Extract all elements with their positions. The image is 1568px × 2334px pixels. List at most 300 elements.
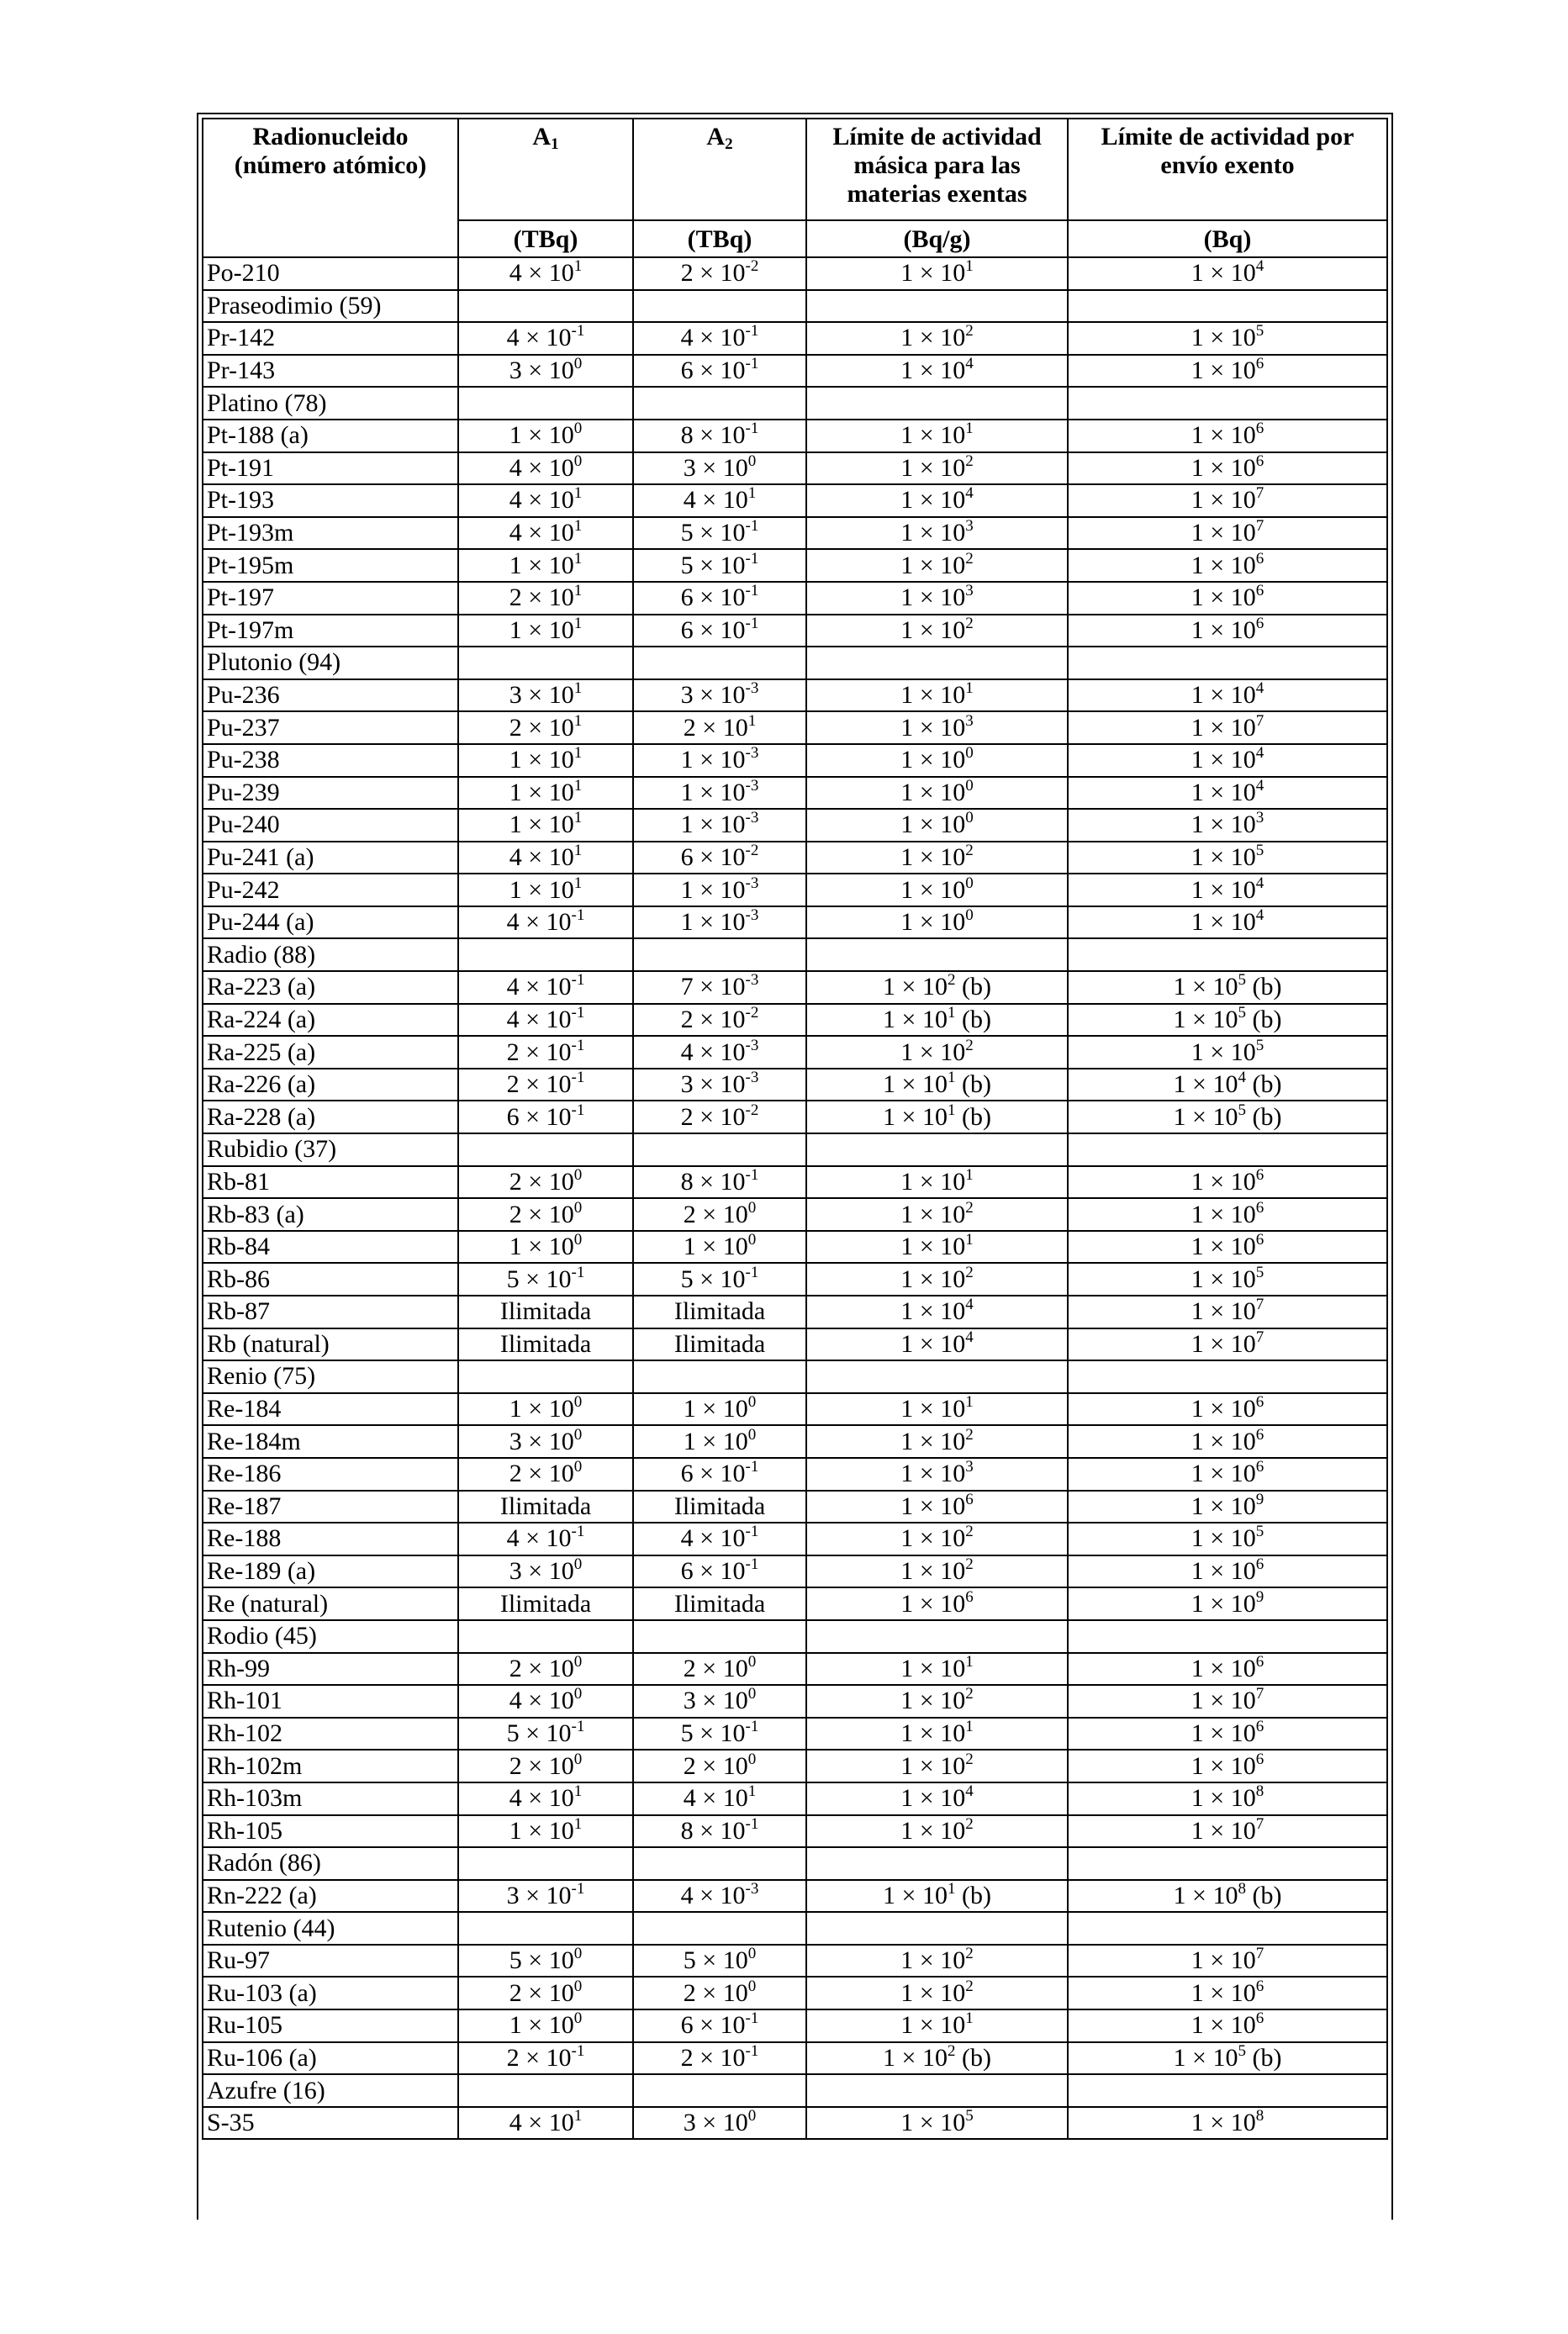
empty-cell — [806, 1360, 1068, 1393]
table-row — [203, 874, 1387, 906]
nuclide-cell: Rb-81 — [203, 1166, 458, 1199]
value-mantissa: 1 × 10 — [1191, 811, 1256, 839]
value-exponent: 0 — [573, 1425, 583, 1444]
value-mantissa: 3 × 10 — [680, 1070, 746, 1099]
value-exponent: 7 — [1255, 1814, 1264, 1833]
value-exponent: 6 — [1255, 1977, 1264, 1995]
a1-cell: Ilimitada — [458, 1328, 633, 1361]
mass-activity-limit-cell — [806, 1425, 1068, 1458]
value-mantissa: 1 × 10 — [1191, 1751, 1256, 1780]
value-mantissa: 1 × 10 — [900, 1297, 966, 1326]
value-note: (b) — [1245, 973, 1282, 1001]
value-mantissa: 1 × 10 — [1191, 1200, 1256, 1228]
empty-cell — [633, 1620, 806, 1653]
value-mantissa: 6 × 10 — [680, 584, 746, 612]
consignment-activity-limit-cell — [1068, 1036, 1387, 1069]
mass-activity-limit-cell — [806, 355, 1068, 388]
element-name-cell: Praseodimio (59) — [203, 290, 458, 323]
table-row — [203, 1750, 1387, 1782]
value-exponent: 1 — [965, 257, 974, 276]
consignment-activity-limit-cell — [1068, 679, 1387, 712]
value-exponent: 5 — [1255, 1036, 1264, 1054]
value-mantissa: 1 × 10 — [900, 2109, 966, 2137]
value-mantissa: 1 × 10 — [1173, 1881, 1238, 1909]
value-mantissa: 1 × 10 — [683, 1395, 748, 1423]
value-exponent: 7 — [1255, 484, 1264, 503]
value-mantissa: 2 × 10 — [509, 1167, 574, 1196]
value-exponent: 2 — [965, 322, 974, 341]
value-mantissa: 6 × 10 — [680, 1460, 746, 1488]
a2-cell — [633, 1977, 806, 2009]
a2-cell — [633, 1685, 806, 1718]
mass-activity-limit-cell — [806, 1263, 1068, 1296]
value-exponent: 6 — [1255, 1198, 1264, 1217]
header-a1-letter: A — [532, 123, 552, 150]
value-exponent: 1 — [965, 2009, 974, 2028]
value-mantissa: 1 × 10 — [1191, 842, 1256, 871]
value-mantissa: 1 × 10 — [1173, 2043, 1238, 2072]
a1-cell — [458, 1782, 633, 1815]
value-mantissa: 5 × 10 — [680, 1265, 746, 1293]
a2-cell — [633, 1523, 806, 1555]
value-mantissa: 1 × 10 — [883, 2043, 948, 2072]
value-mantissa: 3 × 10 — [509, 1427, 574, 1455]
nuclide-cell: Ru-103 (a) — [203, 1977, 458, 2009]
value-mantissa: 1 × 10 — [900, 1460, 966, 1488]
value-mantissa: 1 × 10 — [1191, 713, 1256, 742]
header-mass-activity-limit: Límite de actividad másica para las materias exentas — [806, 119, 1068, 220]
value-exponent: 5 — [1238, 1003, 1246, 1022]
value-exponent: 4 — [1238, 1069, 1246, 1087]
mass-activity-limit-cell — [806, 874, 1068, 906]
nuclide-cell: Ra-228 (a) — [203, 1101, 458, 1133]
nuclide-cell: Rb-84 — [203, 1231, 458, 1264]
value-exponent: 6 — [1255, 1718, 1264, 1736]
mass-activity-limit-cell — [806, 1523, 1068, 1555]
value-exponent: -1 — [745, 1555, 759, 1574]
a1-cell — [458, 1393, 633, 1426]
value-mantissa: 1 × 10 — [1191, 1167, 1256, 1196]
a1-cell — [458, 615, 633, 647]
value-mantissa: 4 × 10 — [509, 1687, 574, 1715]
a2-cell — [633, 1198, 806, 1231]
value-exponent: 6 — [1255, 1393, 1264, 1412]
value-mantissa: 3 × 10 — [506, 1881, 572, 1909]
value-exponent: -1 — [571, 971, 585, 990]
value-exponent: 6 — [1255, 549, 1264, 568]
value-exponent: -1 — [745, 1523, 759, 1541]
value-mantissa: 2 × 10 — [683, 1978, 748, 2007]
a2-cell — [633, 1036, 806, 1069]
value-exponent: 0 — [573, 1231, 583, 1249]
value-exponent: 2 — [965, 614, 974, 632]
value-mantissa: 1 × 10 — [680, 778, 746, 806]
table-row — [203, 322, 1387, 355]
empty-cell — [633, 938, 806, 971]
nuclide-cell: Pu-239 — [203, 777, 458, 810]
empty-cell — [458, 938, 633, 971]
value-mantissa: 4 × 10 — [683, 1784, 748, 1813]
value-mantissa: 2 × 10 — [509, 584, 574, 612]
value-mantissa: 1 × 10 — [509, 746, 574, 774]
value-mantissa: 1 × 10 — [900, 1329, 966, 1358]
nuclide-cell: S-35 — [203, 2107, 458, 2140]
table-row — [203, 842, 1387, 874]
nuclide-cell: Pu-244 (a) — [203, 906, 458, 939]
value-mantissa: 1 × 10 — [1191, 1978, 1256, 2007]
table-row — [203, 744, 1387, 777]
mass-activity-limit-cell — [806, 906, 1068, 939]
mass-activity-limit-cell — [806, 971, 1068, 1004]
value-exponent: -2 — [745, 1003, 759, 1022]
nuclide-cell: Rh-102m — [203, 1750, 458, 1782]
a2-cell — [633, 1880, 806, 1913]
value-mantissa: 1 × 10 — [900, 1719, 966, 1748]
value-exponent: 4 — [1255, 744, 1264, 763]
value-exponent: -1 — [745, 2009, 759, 2028]
value-exponent: -3 — [745, 1036, 759, 1054]
value-mantissa: 1 × 10 — [1173, 1005, 1238, 1033]
nuclide-cell: Pu-238 — [203, 744, 458, 777]
table-row — [203, 1036, 1387, 1069]
value-exponent: 7 — [1255, 517, 1264, 536]
table-body — [203, 257, 1387, 2139]
value-exponent: 0 — [747, 2107, 757, 2125]
value-exponent: -1 — [745, 322, 759, 341]
a1-cell — [458, 1166, 633, 1199]
value-mantissa: 8 × 10 — [680, 1167, 746, 1196]
value-exponent: -1 — [745, 549, 759, 568]
a1-cell: Ilimitada — [458, 1587, 633, 1620]
value-mantissa: 3 × 10 — [509, 1557, 574, 1586]
value-mantissa: 5 × 10 — [506, 1719, 572, 1748]
value-mantissa: 1 × 10 — [1191, 1784, 1256, 1813]
value-mantissa: 1 × 10 — [509, 421, 574, 450]
value-mantissa: 1 × 10 — [900, 1524, 966, 1553]
table-row — [203, 2009, 1387, 2042]
nuclide-cell: Rh-101 — [203, 1685, 458, 1718]
table-row — [203, 971, 1387, 1004]
empty-cell — [633, 1360, 806, 1393]
value-mantissa: 1 × 10 — [1191, 2011, 1256, 2040]
value-mantissa: 1 × 10 — [1191, 519, 1256, 547]
a2-cell — [633, 452, 806, 485]
value-exponent: 5 — [1255, 322, 1264, 341]
value-mantissa: 1 × 10 — [1191, 1524, 1256, 1553]
value-exponent: 4 — [965, 1328, 974, 1346]
empty-cell — [806, 938, 1068, 971]
value-exponent: 2 — [965, 1036, 974, 1054]
value-exponent: -1 — [745, 582, 759, 600]
value-exponent: -2 — [745, 257, 759, 276]
mass-activity-limit-cell — [806, 1328, 1068, 1361]
table-row — [203, 2042, 1387, 2075]
value-exponent: 1 — [965, 1165, 974, 1184]
consignment-activity-limit-cell — [1068, 842, 1387, 874]
value-mantissa: 1 × 10 — [1191, 746, 1256, 774]
mass-activity-limit-cell — [806, 1815, 1068, 1848]
mass-activity-limit-cell — [806, 842, 1068, 874]
a2-cell — [633, 582, 806, 615]
value-exponent: 6 — [1255, 420, 1264, 438]
value-exponent: 2 — [965, 1977, 974, 1995]
a2-cell — [633, 842, 806, 874]
consignment-activity-limit-cell — [1068, 744, 1387, 777]
value-exponent: 0 — [747, 1685, 757, 1703]
table-row — [203, 711, 1387, 744]
consignment-activity-limit-cell — [1068, 1718, 1387, 1750]
value-mantissa: 1 × 10 — [1191, 1816, 1256, 1845]
value-mantissa: 1 × 10 — [1173, 1070, 1238, 1099]
nuclide-cell: Ra-224 (a) — [203, 1004, 458, 1037]
value-mantissa: 1 × 10 — [509, 2011, 574, 2040]
table-row — [203, 1685, 1387, 1718]
empty-cell — [1068, 290, 1387, 323]
value-mantissa: 2 × 10 — [506, 1038, 572, 1066]
table-row — [203, 1166, 1387, 1199]
element-name-cell: Rubidio (37) — [203, 1133, 458, 1166]
mass-activity-limit-cell — [806, 1555, 1068, 1588]
a1-cell — [458, 1198, 633, 1231]
a1-cell — [458, 582, 633, 615]
table-row — [203, 1587, 1387, 1620]
value-mantissa: 4 × 10 — [509, 519, 574, 547]
a2-cell — [633, 1393, 806, 1426]
nuclide-cell: Rb-87 — [203, 1296, 458, 1328]
element-name-cell: Plutonio (94) — [203, 647, 458, 679]
element-group-row — [203, 2074, 1387, 2107]
nuclide-cell: Pt-195m — [203, 549, 458, 582]
table-row — [203, 1945, 1387, 1978]
nuclide-cell: Pr-143 — [203, 355, 458, 388]
mass-activity-limit-cell — [806, 711, 1068, 744]
a1-cell — [458, 549, 633, 582]
value-mantissa: 1 × 10 — [680, 746, 746, 774]
a1-cell — [458, 1523, 633, 1555]
value-mantissa: 6 × 10 — [506, 1102, 572, 1131]
value-exponent: -3 — [745, 809, 759, 827]
value-mantissa: 2 × 10 — [509, 1978, 574, 2007]
value-note: (b) — [955, 1070, 991, 1099]
mass-activity-limit-cell — [806, 679, 1068, 712]
value-mantissa: 2 × 10 — [509, 713, 574, 742]
value-exponent: 1 — [965, 1652, 974, 1671]
consignment-activity-limit-cell — [1068, 1198, 1387, 1231]
consignment-activity-limit-cell — [1068, 1750, 1387, 1782]
consignment-activity-limit-cell — [1068, 1653, 1387, 1686]
value-exponent: 6 — [965, 1490, 974, 1508]
value-exponent: 4 — [1255, 776, 1264, 795]
value-exponent: -1 — [745, 355, 759, 373]
empty-cell — [633, 1912, 806, 1945]
value-mantissa: 2 × 10 — [509, 1654, 574, 1682]
table-row — [203, 452, 1387, 485]
mass-activity-limit-cell — [806, 615, 1068, 647]
value-mantissa: 3 × 10 — [509, 681, 574, 710]
value-mantissa: 4 × 10 — [506, 908, 572, 937]
value-mantissa: 1 × 10 — [900, 1038, 966, 1066]
empty-cell — [458, 647, 633, 679]
consignment-activity-limit-cell — [1068, 809, 1387, 842]
value-exponent: -3 — [745, 971, 759, 990]
value-exponent: 0 — [965, 744, 974, 763]
value-mantissa: 1 × 10 — [1191, 551, 1256, 579]
value-exponent: 1 — [573, 874, 583, 892]
consignment-activity-limit-cell — [1068, 1945, 1387, 1978]
a2-cell: Ilimitada — [633, 1296, 806, 1328]
a1-cell — [458, 1718, 633, 1750]
value-exponent: -1 — [745, 517, 759, 536]
value-exponent: 4 — [1255, 679, 1264, 698]
value-mantissa: 1 × 10 — [900, 713, 966, 742]
value-exponent: 1 — [573, 257, 583, 276]
nuclide-cell: Rh-102 — [203, 1718, 458, 1750]
value-mantissa: 8 × 10 — [680, 1816, 746, 1845]
value-mantissa: 1 × 10 — [1191, 453, 1256, 482]
value-mantissa: 1 × 10 — [1191, 2109, 1256, 2137]
empty-cell — [806, 1620, 1068, 1653]
table-row — [203, 549, 1387, 582]
value-mantissa: 2 × 10 — [680, 1005, 746, 1033]
nuclide-cell: Ra-226 (a) — [203, 1069, 458, 1101]
value-exponent: -1 — [745, 614, 759, 632]
value-mantissa: 4 × 10 — [506, 1524, 572, 1553]
value-mantissa: 2 × 10 — [683, 1751, 748, 1780]
value-exponent: -3 — [745, 776, 759, 795]
value-exponent: 5 — [1238, 971, 1246, 990]
element-group-row — [203, 1620, 1387, 1653]
value-exponent: 9 — [1255, 1490, 1264, 1508]
value-mantissa: 1 × 10 — [900, 1589, 966, 1618]
element-group-row — [203, 290, 1387, 323]
value-exponent: -3 — [745, 679, 759, 698]
value-exponent: 2 — [947, 971, 956, 990]
element-name-cell: Renio (75) — [203, 1360, 458, 1393]
a1-cell — [458, 1231, 633, 1264]
empty-cell — [458, 1360, 633, 1393]
value-exponent: -2 — [745, 841, 759, 859]
a2-cell — [633, 1231, 806, 1264]
consignment-activity-limit-cell — [1068, 1263, 1387, 1296]
nuclide-cell: Pt-197m — [203, 615, 458, 647]
nuclide-cell: Re-184 — [203, 1393, 458, 1426]
value-exponent: 6 — [1255, 1458, 1264, 1476]
table-row — [203, 1393, 1387, 1426]
value-exponent: 1 — [573, 1782, 583, 1801]
consignment-activity-limit-cell — [1068, 1328, 1387, 1361]
value-mantissa: 2 × 10 — [509, 1460, 574, 1488]
value-note: (b) — [955, 2043, 991, 2072]
consignment-activity-limit-cell — [1068, 1166, 1387, 1199]
mass-activity-limit-cell — [806, 1880, 1068, 1913]
value-exponent: 1 — [947, 1879, 956, 1898]
value-exponent: -1 — [571, 1879, 585, 1898]
table-row — [203, 777, 1387, 810]
empty-cell — [1068, 647, 1387, 679]
table-row — [203, 484, 1387, 517]
table-row — [203, 1328, 1387, 1361]
value-mantissa: 6 × 10 — [680, 1557, 746, 1586]
value-mantissa: 1 × 10 — [883, 973, 948, 1001]
value-mantissa: 1 × 10 — [900, 1395, 966, 1423]
value-mantissa: 1 × 10 — [1191, 1460, 1256, 1488]
nuclide-cell: Re-186 — [203, 1458, 458, 1491]
a2-cell — [633, 1945, 806, 1978]
value-exponent: -3 — [745, 1879, 759, 1898]
value-exponent: 1 — [747, 484, 757, 503]
value-exponent: 1 — [965, 1393, 974, 1412]
value-mantissa: 1 × 10 — [900, 1654, 966, 1682]
consignment-activity-limit-cell — [1068, 2107, 1387, 2140]
value-exponent: -1 — [745, 1263, 759, 1281]
nuclide-cell: Rh-99 — [203, 1653, 458, 1686]
element-group-row — [203, 1912, 1387, 1945]
a2-cell — [633, 1815, 806, 1848]
a1-cell: Ilimitada — [458, 1296, 633, 1328]
value-exponent: 8 — [1255, 1782, 1264, 1801]
value-exponent: 1 — [573, 484, 583, 503]
a1-cell — [458, 1653, 633, 1686]
nuclide-cell: Pt-197 — [203, 582, 458, 615]
a1-cell — [458, 1101, 633, 1133]
value-exponent: 6 — [1255, 1165, 1264, 1184]
consignment-activity-limit-cell — [1068, 1523, 1387, 1555]
empty-cell — [633, 290, 806, 323]
consignment-activity-limit-cell — [1068, 906, 1387, 939]
value-exponent: 0 — [747, 1652, 757, 1671]
units-row — [203, 220, 1387, 257]
element-name-cell: Azufre (16) — [203, 2074, 458, 2107]
units-mass-activity: (Bq/g) — [806, 220, 1068, 257]
consignment-activity-limit-cell — [1068, 777, 1387, 810]
value-mantissa: 1 × 10 — [900, 811, 966, 839]
value-exponent: -1 — [571, 1523, 585, 1541]
value-mantissa: 7 × 10 — [680, 973, 746, 1001]
value-exponent: 7 — [1255, 1945, 1264, 1963]
value-mantissa: 4 × 10 — [509, 2109, 574, 2137]
value-mantissa: 2 × 10 — [683, 1654, 748, 1682]
value-mantissa: 1 × 10 — [900, 1427, 966, 1455]
consignment-activity-limit-cell — [1068, 874, 1387, 906]
value-exponent: 5 — [1255, 1263, 1264, 1281]
value-exponent: 1 — [965, 679, 974, 698]
mass-activity-limit-cell — [806, 322, 1068, 355]
a2-cell — [633, 1069, 806, 1101]
consignment-activity-limit-cell — [1068, 2009, 1387, 2042]
value-exponent: -1 — [745, 1165, 759, 1184]
a1-cell — [458, 809, 633, 842]
a2-cell — [633, 517, 806, 550]
a2-cell — [633, 1555, 806, 1588]
value-exponent: 0 — [747, 1231, 757, 1249]
a1-cell — [458, 679, 633, 712]
value-mantissa: 4 × 10 — [509, 842, 574, 871]
value-mantissa: 4 × 10 — [680, 1524, 746, 1553]
value-mantissa: 1 × 10 — [1191, 1297, 1256, 1326]
value-exponent: 0 — [747, 1945, 757, 1963]
mass-activity-limit-cell — [806, 1750, 1068, 1782]
value-exponent: -1 — [571, 1003, 585, 1022]
value-exponent: 6 — [1255, 451, 1264, 470]
value-exponent: 1 — [573, 549, 583, 568]
header-a2-letter: A — [706, 123, 726, 150]
value-mantissa: 4 × 10 — [506, 324, 572, 352]
value-mantissa: 1 × 10 — [900, 615, 966, 644]
value-exponent: 4 — [965, 484, 974, 503]
value-mantissa: 1 × 10 — [1191, 778, 1256, 806]
table-row — [203, 582, 1387, 615]
a1-cell — [458, 1263, 633, 1296]
